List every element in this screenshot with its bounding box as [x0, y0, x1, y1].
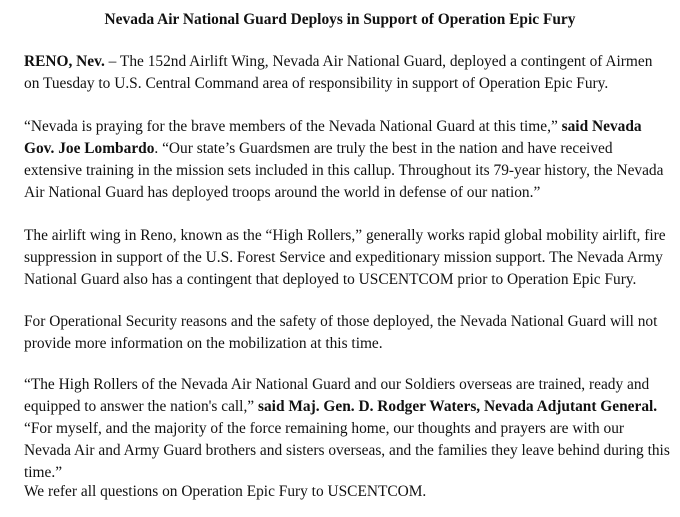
adjutant-quote-part1: “The High Rollers of the Nevada Air National Guard and our Soldiers overseas are trained, ready and equipped to answer the nation's call,” — [24, 376, 650, 415]
paragraph-referral: We refer all questions on Operation Epic Fury to USCENTCOM. — [24, 483, 427, 500]
paragraph-adjutant-quote — [24, 374, 670, 484]
paragraph-intro — [24, 51, 664, 95]
paragraph-governor-quote — [24, 116, 670, 204]
page-title: Nevada Air National Guard Deploys in Support of Operation Epic Fury — [104, 11, 576, 28]
dateline: RENO, Nev. — [24, 53, 105, 70]
governor-quote-part2: . “Our state’s Guardsmen are truly the best in the nation and have received extensive training in the mission sets included in this callup. Throughout its 79-year history, the Nevada Air National Guard has deployed troops around the world in defense of our nation.” — [24, 140, 664, 201]
governor-attribution: said Nevada Gov. Joe Lombardo — [24, 118, 642, 157]
governor-quote-part1: “Nevada is praying for the brave members of the Nevada National Guard at this time,” — [24, 118, 562, 135]
adjutant-attribution: said Maj. Gen. D. Rodger Waters, Nevada Adjutant General. — [258, 398, 658, 415]
press-release — [24, 0, 670, 500]
adjutant-quote-part2: “For myself, and the majority of the force remaining home, our thoughts and prayers are with our Nevada Air and Army Guard brothers and sisters overseas, and the families they leave behind during this time.” — [24, 420, 670, 481]
paragraph-airlift-wing: The airlift wing in Reno, known as the “High Rollers,” generally works rapid global mobility airlift, fire suppression in support of the U.S. Forest Service and expeditionary mission support. The Nevada Army National Guard also has a contingent that deployed to USCENTCOM prior to Operation Epic Fury. — [24, 227, 666, 288]
paragraph-opsec: For Operational Security reasons and the safety of those deployed, the Nevada National Guard will not provide more information on the mobilization at this time. — [24, 313, 658, 352]
intro-text: – The 152nd Airlift Wing, Nevada Air National Guard, deployed a contingent of Airmen on Tuesday to U.S. Central Command area of responsibility in support of Operation Epic Fury. — [24, 53, 653, 92]
